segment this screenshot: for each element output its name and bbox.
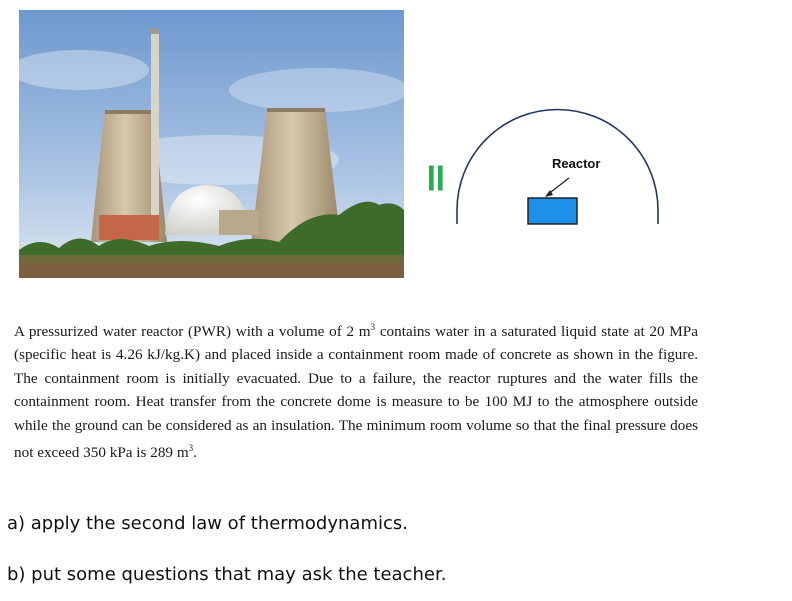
chimney: [151, 28, 159, 238]
equals-sign-icon: =: [412, 161, 459, 195]
reactor-label: Reactor: [552, 156, 601, 171]
nuclear-plant-photo: [19, 10, 404, 278]
reactor-box: [528, 198, 577, 224]
question-b: b) put some questions that may ask the teacher.: [7, 564, 447, 585]
question-a: a) apply the second law of thermodynamics.: [7, 513, 408, 534]
problem-statement: A pressurized water reactor (PWR) with a volume of 2 $m^3$ contains water in a saturated liquid state at 20 MPa (specific heat is 4.26 kJ/kg.K) and placed inside a containment room made of concrete as shown in the figure. The containment room is initially evacuated. Due to a failure, the reactor ruptures and the water fills the containment room. Heat transfer from the concrete dome is measure to be 100 MJ to the atmosphere outside while the ground can be considered as an insulation. The minimum room volume so that the final pressure does not exceed 350 kPa is 289 $m^3$.: [14, 322, 698, 462]
containment-dome-diagram: [455, 100, 660, 235]
